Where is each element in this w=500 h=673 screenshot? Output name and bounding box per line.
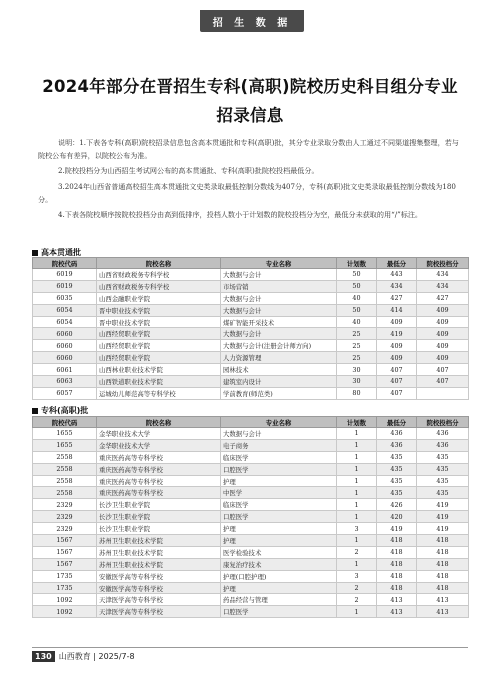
table-row (33, 582, 469, 594)
table-cell: 山西铁道职业技术学院 (97, 376, 221, 388)
table-cell: 护理 (221, 475, 337, 487)
table-cell: 434 (417, 269, 469, 281)
table-cell: 418 (377, 558, 417, 570)
table-cell: 建筑室内设计 (221, 376, 337, 388)
table-cell: 山西经贸职业学院 (97, 352, 221, 364)
table-row (33, 280, 469, 292)
page-title-line2: 招录信息 (216, 106, 284, 125)
table-cell: 409 (377, 352, 417, 364)
column-header: 院校名称 (97, 258, 221, 269)
table-cell: 434 (377, 280, 417, 292)
table-cell: 1 (337, 499, 377, 511)
table-cell: 435 (377, 487, 417, 499)
table-cell: 6063 (33, 376, 97, 388)
table-cell: 2558 (33, 475, 97, 487)
table-cell: 山西经贸职业学院 (97, 328, 221, 340)
table-cell: 药品经营与管理 (221, 594, 337, 606)
table-row (33, 387, 469, 399)
table-cell: 护理(口腔护理) (221, 570, 337, 582)
table-cell: 436 (377, 428, 417, 440)
table-cell: 407 (377, 364, 417, 376)
table-cell: 25 (337, 340, 377, 352)
table-cell: 晋中职业技术学院 (97, 304, 221, 316)
table-cell: 436 (377, 439, 417, 451)
table-row (33, 439, 469, 451)
table-cell: 临床医学 (221, 451, 337, 463)
table-row (33, 340, 469, 352)
table-cell (417, 387, 469, 399)
table-cell: 1092 (33, 606, 97, 618)
table-cell: 1655 (33, 428, 97, 440)
table-cell: 1567 (33, 558, 97, 570)
table-cell: 435 (417, 451, 469, 463)
table-row (33, 428, 469, 440)
table-cell: 418 (417, 558, 469, 570)
table-cell: 天津医学高等专科学校 (97, 606, 221, 618)
table-cell: 435 (417, 487, 469, 499)
table-cell: 418 (377, 535, 417, 547)
section2-label-text: 专科(高职)批 (41, 406, 89, 415)
table-cell: 50 (337, 269, 377, 281)
table-cell: 大数据与会计 (221, 292, 337, 304)
table-cell: 煤矿智能开采技术 (221, 316, 337, 328)
table-cell: 6060 (33, 328, 97, 340)
table-cell: 大数据与会计 (221, 428, 337, 440)
table-row (33, 546, 469, 558)
table-cell: 2 (337, 594, 377, 606)
table-cell: 418 (377, 582, 417, 594)
table-cell: 407 (377, 376, 417, 388)
table-row (33, 511, 469, 523)
table-cell: 2558 (33, 451, 97, 463)
table-cell: 435 (377, 451, 417, 463)
table-cell: 426 (377, 499, 417, 511)
table-cell: 435 (377, 475, 417, 487)
table-cell: 晋中职业技术学院 (97, 316, 221, 328)
table-cell: 医学检验技术 (221, 546, 337, 558)
table-cell: 419 (377, 523, 417, 535)
table-cell: 山西省财政税务专科学校 (97, 269, 221, 281)
note-3: 3.2024年山西省普通高校招生高本贯通批文史类录取最低控制分数线为407分，专科(高职)批文史类录取最低控制分数线为180分。 (38, 181, 456, 204)
table-cell: 409 (417, 316, 469, 328)
table-cell: 413 (417, 606, 469, 618)
table-cell: 40 (337, 292, 377, 304)
table-cell: 418 (417, 546, 469, 558)
page-number: 130 (32, 651, 55, 662)
table-cell: 1 (337, 558, 377, 570)
table-cell: 护理 (221, 535, 337, 547)
table-cell: 436 (417, 428, 469, 440)
table-cell: 420 (377, 511, 417, 523)
table-cell: 443 (377, 269, 417, 281)
table-cell: 2329 (33, 511, 97, 523)
table-cell: 1 (337, 451, 377, 463)
table-row (33, 292, 469, 304)
column-header: 院校名称 (97, 417, 221, 428)
table-cell: 50 (337, 280, 377, 292)
table-cell: 苏州卫生职业技术学院 (97, 558, 221, 570)
table-cell: 30 (337, 376, 377, 388)
table-cell: 重庆医药高等专科学校 (97, 487, 221, 499)
table-cell: 1092 (33, 594, 97, 606)
table-cell: 80 (337, 387, 377, 399)
table-cell: 山西省财政税务专科学校 (97, 280, 221, 292)
table-cell: 天津医学高等专科学校 (97, 594, 221, 606)
table-cell: 运城幼儿师范高等专科学校 (97, 387, 221, 399)
table-cell: 1735 (33, 570, 97, 582)
table-cell: 苏州卫生职业技术学院 (97, 535, 221, 547)
table-cell: 金华职业技术大学 (97, 428, 221, 440)
table-cell: 409 (377, 316, 417, 328)
table-cell: 409 (417, 328, 469, 340)
table-cell: 436 (417, 439, 469, 451)
table-cell: 2329 (33, 523, 97, 535)
table-cell: 长沙卫生职业学院 (97, 511, 221, 523)
column-header: 计划数 (337, 417, 377, 428)
column-header: 院校代码 (33, 258, 97, 269)
table-cell: 2 (337, 546, 377, 558)
square-bullet-icon (32, 250, 38, 256)
table-cell: 413 (417, 594, 469, 606)
table-cell: 435 (417, 463, 469, 475)
section2-label (32, 405, 88, 416)
table-row (33, 499, 469, 511)
table-cell: 418 (377, 546, 417, 558)
table-cell: 金华职业技术大学 (97, 439, 221, 451)
column-header: 最低分 (377, 258, 417, 269)
table-cell: 6035 (33, 292, 97, 304)
table-header-row (33, 417, 469, 428)
table-cell: 山西经贸职业学院 (97, 340, 221, 352)
table-cell: 409 (417, 304, 469, 316)
square-bullet-icon (32, 408, 38, 414)
table-cell: 1735 (33, 582, 97, 594)
section1-label-text: 高本贯通批 (41, 248, 81, 257)
table-cell: 山西林业职业技术学院 (97, 364, 221, 376)
table-row (33, 463, 469, 475)
table-cell: 大数据与会计 (221, 269, 337, 281)
table-cell: 418 (417, 535, 469, 547)
table-cell: 419 (417, 499, 469, 511)
table-cell: 407 (377, 387, 417, 399)
table-cell: 419 (417, 523, 469, 535)
table-cell: 413 (377, 594, 417, 606)
table-cell: 1 (337, 475, 377, 487)
table-row (33, 304, 469, 316)
table-cell: 苏州卫生职业技术学院 (97, 546, 221, 558)
table-cell: 409 (377, 340, 417, 352)
table-cell: 护理 (221, 523, 337, 535)
table-cell: 2329 (33, 499, 97, 511)
table-cell: 1 (337, 511, 377, 523)
table-cell: 3 (337, 523, 377, 535)
table-cell: 电子商务 (221, 439, 337, 451)
table-row (33, 594, 469, 606)
table-row (33, 487, 469, 499)
table-row (33, 570, 469, 582)
table-cell: 护理 (221, 582, 337, 594)
table-cell: 大数据与会计 (221, 304, 337, 316)
table-cell: 中医学 (221, 487, 337, 499)
table-cell: 418 (417, 582, 469, 594)
table-cell: 安徽医学高等专科学校 (97, 570, 221, 582)
table-cell: 6057 (33, 387, 97, 399)
footer-text: 山西教育 | 2025/7-8 (58, 652, 135, 661)
table-cell: 6019 (33, 269, 97, 281)
table-cell: 427 (417, 292, 469, 304)
table-cell: 山西金融职业学院 (97, 292, 221, 304)
table-cell: 427 (377, 292, 417, 304)
column-header: 院校代码 (33, 417, 97, 428)
table-cell: 2558 (33, 487, 97, 499)
table-cell: 市场营销 (221, 280, 337, 292)
table-cell: 长沙卫生职业学院 (97, 499, 221, 511)
table-cell: 407 (417, 364, 469, 376)
table-cell: 6060 (33, 340, 97, 352)
column-header: 专业名称 (221, 258, 337, 269)
table-cell: 口腔医学 (221, 511, 337, 523)
table-cell: 418 (417, 570, 469, 582)
table-cell: 1567 (33, 546, 97, 558)
table-cell: 1 (337, 487, 377, 499)
section-header-tab: 招 生 数 据 (200, 10, 304, 32)
table-cell: 435 (417, 475, 469, 487)
table-cell: 435 (377, 463, 417, 475)
table-cell: 2558 (33, 463, 97, 475)
table-cell: 25 (337, 352, 377, 364)
table-cell: 413 (377, 606, 417, 618)
table-cell: 418 (377, 570, 417, 582)
table-cell: 6019 (33, 280, 97, 292)
table-cell: 1 (337, 463, 377, 475)
column-header: 院校投档分 (417, 258, 469, 269)
table-row (33, 523, 469, 535)
table-cell: 重庆医药高等专科学校 (97, 463, 221, 475)
table-cell: 3 (337, 570, 377, 582)
table-row (33, 475, 469, 487)
table-cell: 25 (337, 328, 377, 340)
column-header: 院校投档分 (417, 417, 469, 428)
table-cell: 园林技术 (221, 364, 337, 376)
table-cell: 1 (337, 535, 377, 547)
page-footer (32, 651, 135, 662)
table-cell: 6060 (33, 352, 97, 364)
page-title-line1: 2024年部分在晋招生专科(高职)院校历史科目组分专业 (42, 77, 458, 96)
table-row (33, 606, 469, 618)
table-cell: 50 (337, 304, 377, 316)
table-cell: 409 (417, 352, 469, 364)
footer-divider (32, 647, 468, 648)
table-cell: 30 (337, 364, 377, 376)
table-cell: 口腔医学 (221, 463, 337, 475)
table-cell: 1 (337, 439, 377, 451)
table-cell: 学前教育(师范类) (221, 387, 337, 399)
table-cell: 大数据与会计(注册会计师方向) (221, 340, 337, 352)
table-cell: 口腔医学 (221, 606, 337, 618)
table-cell: 重庆医药高等专科学校 (97, 475, 221, 487)
table-cell: 长沙卫生职业学院 (97, 523, 221, 535)
table-cell: 1 (337, 606, 377, 618)
table-cell: 重庆医药高等专科学校 (97, 451, 221, 463)
table-cell: 40 (337, 316, 377, 328)
table-row (33, 558, 469, 570)
table-row (33, 352, 469, 364)
table-header-row (33, 258, 469, 269)
column-header: 计划数 (337, 258, 377, 269)
table-cell: 409 (417, 340, 469, 352)
table-row (33, 535, 469, 547)
table-cell: 大数据与会计 (221, 328, 337, 340)
note-1: 说明：1.下表各专科(高职)院校招录信息包含高本贯通批和专科(高职)批，其分专业录取分数由人工通过不同渠道搜集整理，若与院校公布有差异，以院校公布为准。 (38, 138, 459, 161)
table-cell: 1 (337, 428, 377, 440)
table-row (33, 376, 469, 388)
column-header: 专业名称 (221, 417, 337, 428)
note-2: 2.院校投档分为山西招生考试网公布的高本贯通批、专科(高职)批院校投档最低分。 (58, 166, 319, 176)
table-cell: 6061 (33, 364, 97, 376)
table-cell: 414 (377, 304, 417, 316)
table-high-to-undergrad (32, 257, 469, 400)
table-cell: 6054 (33, 316, 97, 328)
table-cell: 安徽医学高等专科学校 (97, 582, 221, 594)
table-cell: 419 (417, 511, 469, 523)
table-cell: 419 (377, 328, 417, 340)
table-cell: 6054 (33, 304, 97, 316)
table-row (33, 364, 469, 376)
table-cell: 407 (417, 376, 469, 388)
column-header: 最低分 (377, 417, 417, 428)
table-cell: 1655 (33, 439, 97, 451)
table-row (33, 451, 469, 463)
table-cell: 2 (337, 582, 377, 594)
table-cell: 人力资源管理 (221, 352, 337, 364)
notes-block (38, 136, 462, 223)
table-cell: 434 (417, 280, 469, 292)
table-row (33, 316, 469, 328)
table-row (33, 328, 469, 340)
note-4: 4.下表各院校顺序按院校投档分由高到低排序，投档人数小于计划数的院校投档分为空，最低分未获取的用“/”标注。 (58, 210, 423, 220)
table-cell: 1567 (33, 535, 97, 547)
table-vocational-batch (32, 416, 469, 618)
table-row (33, 269, 469, 281)
table-cell: 康复治疗技术 (221, 558, 337, 570)
table-cell: 临床医学 (221, 499, 337, 511)
